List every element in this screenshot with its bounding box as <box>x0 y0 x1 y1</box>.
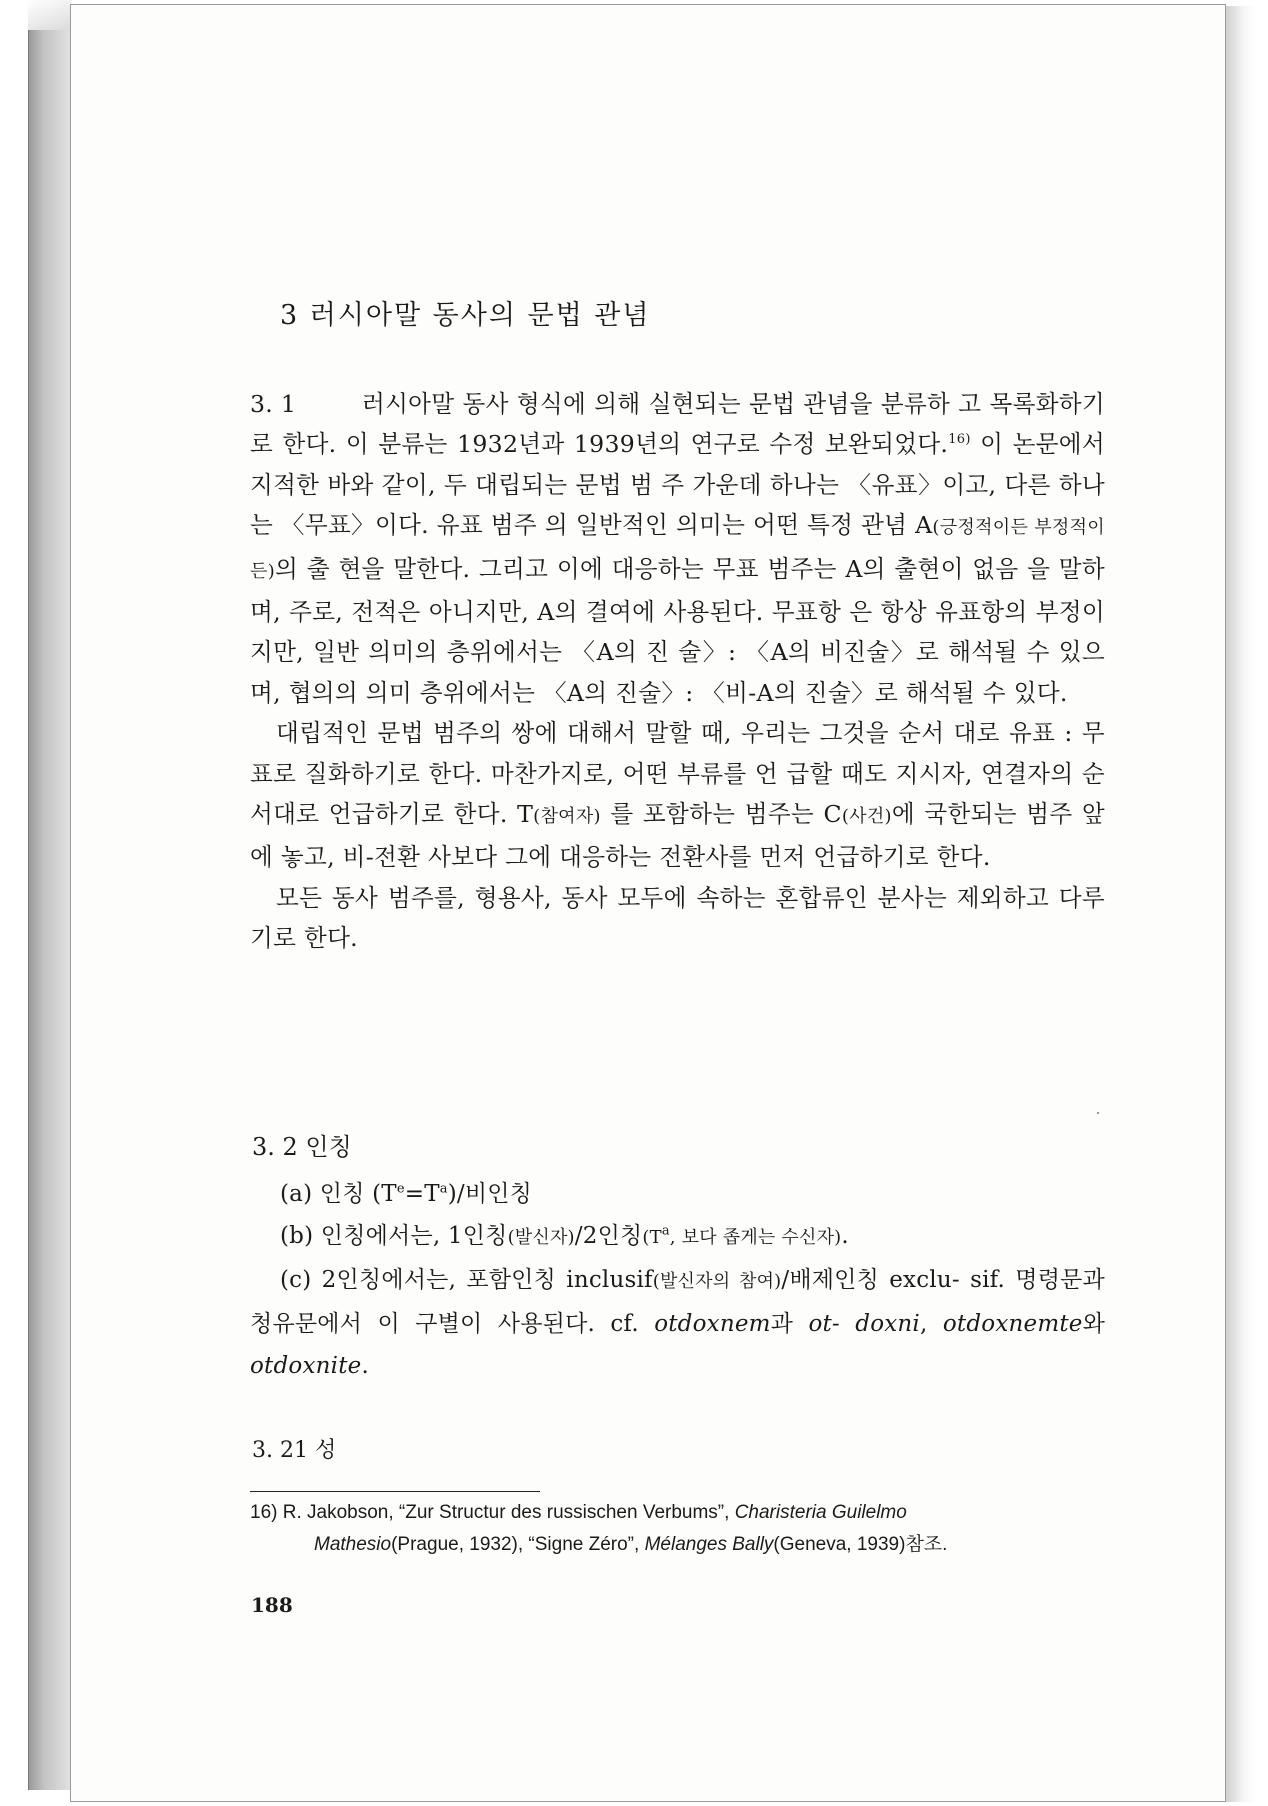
text-line: 보완되었다. <box>824 430 949 459</box>
parenthetical: (사건) <box>841 806 892 828</box>
footnote-number: 16) <box>250 1502 278 1523</box>
text-line: 급할 때도 지시자, 연결자의 순서대로 언급하기로 한다. T <box>250 759 1105 829</box>
text-line: =T <box>404 1181 440 1207</box>
chapter-title: 3 러시아말 동사의 문법 관념 <box>280 300 651 331</box>
parenthetical: (긍정적이든 부정적이든) <box>250 517 1105 582</box>
text-line: 제외하고 다루기로 한다. <box>250 883 1105 953</box>
text-line: 현을 말한다. 그리고 이에 대응하는 무표 범주는 A의 출현이 없음 <box>338 554 1019 583</box>
page-shadow <box>1226 6 1256 1802</box>
text-line: 러시아말 동사 형식에 의해 실현되는 문법 관념을 분류하 <box>362 390 951 418</box>
text-line: /2인칭 <box>574 1223 643 1249</box>
text-line: 을 말하며, 주로, 전적은 아니지만, A의 결여에 사용된다. 무표항 <box>250 554 1105 627</box>
text-line: 은 항상 유표항의 부정이지만, 일반 의미의 층위에서는 〈A의 진 <box>250 598 1105 667</box>
italic-term: Mélanges Bally <box>644 1534 774 1555</box>
footnote <box>250 1497 1110 1561</box>
italic-term: otdoxnem <box>654 1311 771 1337</box>
footnote-rule <box>250 1491 540 1492</box>
list-item-a <box>250 1173 1105 1215</box>
paragraph-3 <box>250 878 1105 959</box>
text-line: . <box>361 1353 369 1379</box>
text-line: 를 포함하는 범주는 C <box>610 800 842 829</box>
text-line: (c) 2인칭에서는, 포함인칭 inclusif <box>280 1267 653 1293</box>
footnote-line-2 <box>250 1529 1110 1561</box>
text-line: 에 국한되는 범주 앞에 놓고, 비-전환 <box>250 800 1105 872</box>
text-line: . <box>841 1223 849 1249</box>
italic-term: ot- <box>808 1311 840 1337</box>
text-line: R. Jakobson, “Zur Structur des russischen Verbums”, <box>282 1502 735 1523</box>
text-line: , <box>919 1311 943 1337</box>
italic-term: doxni <box>855 1311 920 1337</box>
paragraph-2 <box>250 713 1105 878</box>
section-3-1-body <box>250 384 1105 959</box>
text-line: 술〉: 〈A의 비진술〉로 해석될 수 있으며, 협의의 의미 층위에서는 <box>250 638 1105 707</box>
parenthetical: (발신자의 참여) <box>652 1271 782 1292</box>
text-line: 과 <box>770 1311 809 1337</box>
text-line: 모든 동사 범주를, 형용사, 동사 모두에 속하는 혼합류인 분사는 <box>276 883 947 912</box>
page-number: 188 <box>251 1593 293 1617</box>
list-item-b <box>250 1215 1105 1259</box>
footnote-ref: 16) <box>948 432 971 448</box>
parenthetical: , 보다 좁게는 수신자) <box>669 1227 842 1248</box>
text-line: 대로 유표 : 무표로 질화하기로 한다. 마찬가지로, 어떤 부류를 언 <box>250 719 1105 788</box>
parenthetical: (T <box>642 1227 662 1248</box>
text-line: 고 목록화하기로 한다. 이 분류는 1932년과 1939년의 연구로 수정 <box>250 390 1105 459</box>
section-number: 3. 1 <box>250 390 297 418</box>
text-line: (b) 인칭에서는, 1인칭 <box>280 1223 508 1249</box>
book-spine-top <box>28 0 72 32</box>
text-line: (a) 인칭 (T <box>280 1181 397 1207</box>
text-line: 대립적인 문법 범주의 쌍에 대해서 말할 때, 우리는 그것을 순서 <box>276 719 945 748</box>
parenthetical: (발신자) <box>507 1227 575 1248</box>
section-3-2-body <box>250 1173 1105 1387</box>
italic-term: otdoxnemte <box>942 1311 1083 1337</box>
text-line: 사보다 그에 대응하는 전환사를 먼저 언급하기로 한다. <box>428 843 991 872</box>
text-line: /배제인칭 exclu- <box>781 1267 960 1293</box>
italic-term: otdoxnite <box>250 1353 362 1379</box>
text-line: 의 일반적인 의미는 어떤 특정 관념 A <box>544 511 933 540</box>
text-line: sif. 명령문과 청유문에서 이 구별이 사용된다. cf. <box>250 1267 1105 1337</box>
section-3-21-heading: 3. 21 성 <box>252 1438 337 1463</box>
text-line: 의 출 <box>275 554 330 583</box>
text-line: (Geneva, 1939)참조. <box>773 1534 948 1555</box>
text-line: )/비인칭 <box>447 1181 533 1207</box>
text-line: 이 논문에서 지적한 바와 같이, 두 대립되는 문법 범 <box>250 430 1105 499</box>
italic-term: Charisteria Guilelmo <box>734 1502 907 1523</box>
superscript: a <box>439 1181 448 1197</box>
text-line: (Prague, 1932), “Signe Zéro”, <box>391 1534 645 1555</box>
parenthetical: (참여자) <box>533 806 601 828</box>
paragraph-1 <box>250 384 1105 713</box>
section-3-2-heading: 3. 2 인칭 <box>252 1133 352 1161</box>
book-spine <box>28 30 73 1790</box>
superscript: a <box>661 1223 670 1239</box>
list-item-c <box>250 1259 1105 1387</box>
scan-speck <box>1097 1112 1099 1114</box>
text-line: 와 <box>1082 1311 1106 1337</box>
footnote-line-1 <box>250 1497 1110 1529</box>
superscript: e <box>396 1181 405 1197</box>
italic-term: Mathesio <box>314 1534 392 1555</box>
text-line: 〈A의 진술〉: 〈비-A의 진술〉로 해석될 수 있다. <box>543 678 1068 707</box>
text-line: 주 가운데 하나는 〈유표〉이고, 다른 하나는 〈무표〉이다. 유표 범주 <box>250 470 1105 540</box>
